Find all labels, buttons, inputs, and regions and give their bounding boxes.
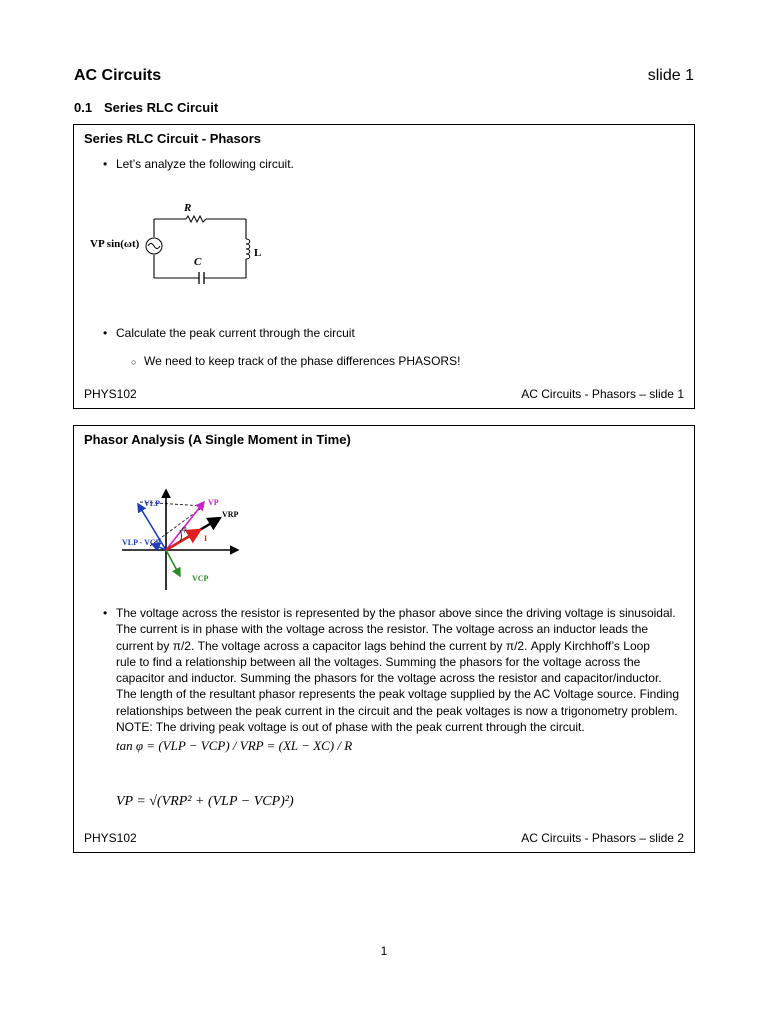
current-phasor <box>166 530 200 550</box>
current-label: I <box>204 534 208 543</box>
vp-label: VP <box>208 498 219 507</box>
sub-bullet-text: We need to keep track of the phase differences PHASORS! <box>144 354 461 368</box>
sub-bullet-circle: ○ <box>131 357 137 367</box>
body-line: relationships between the peak current in the circuit and the peak voltages is now a trigonometry problem. <box>116 703 678 718</box>
bullet-text: Let’s analyze the following circuit. <box>116 157 294 171</box>
slide-2-footer-left: PHYS102 <box>84 831 137 845</box>
source-label: VP sin(ωt) <box>90 238 140 250</box>
vlp-label: VLP <box>144 499 160 508</box>
phi-label: φ <box>182 524 187 533</box>
body-line: The voltage across the resistor is represented by the phasor above since the driving voltage is sinusoidal. <box>116 606 676 620</box>
slide-1-bullet-2 <box>103 325 355 341</box>
body-line: rule to find a relationship between all the voltages. Summing the phasors for the voltage across the <box>116 654 641 669</box>
slide-1-bullet-1 <box>103 156 294 172</box>
page-number: 1 <box>380 944 388 958</box>
vrp-label: VRP <box>222 510 239 519</box>
slide-2-title: Phasor Analysis (A Single Moment in Time) <box>84 432 351 447</box>
section-title: Series RLC Circuit <box>104 100 219 115</box>
body-line: The current is in phase with the voltage across the resistor. The voltage across an inductor leads the <box>116 622 649 637</box>
slide-2-footer-right: AC Circuits - Phasors – slide 2 <box>521 831 684 845</box>
body-line: The length of the resultant phasor represents the peak voltage supplied by the AC Voltage source. Finding <box>116 687 680 702</box>
peak-voltage-equation: VP = √(VRP² + (VLP − VCP)²) <box>116 794 294 809</box>
vcp-label: VCP <box>192 574 209 583</box>
resistor-label: R <box>184 202 192 214</box>
slide-2-frame <box>73 425 695 853</box>
tangent-equation: tan φ = (VLP − VCP) / VRP = (XL − XC) / R <box>116 738 353 753</box>
vcp-phasor <box>166 550 180 576</box>
inductor-label: L <box>254 247 262 259</box>
bullet-text: Calculate the peak current through the circuit <box>116 326 355 340</box>
slide-1-frame <box>73 124 695 409</box>
body-line: NOTE: The driving peak voltage is out of phase with the peak current through the circuit. <box>116 720 585 735</box>
section-number: 0.1 <box>74 100 93 115</box>
slide-1-footer-left: PHYS102 <box>84 387 137 401</box>
body-line: capacitor and inductor. Summing the phasors for the voltage across the resistor and capacitor/inductor. <box>116 671 662 686</box>
vlp-minus-vcp-label: VLP - VCP <box>122 538 161 547</box>
slide-label: slide 1 <box>647 67 694 84</box>
section-heading <box>74 100 218 115</box>
capacitor-label: C <box>194 256 202 268</box>
bullet-dot: • <box>103 606 108 620</box>
body-line: current by π/2. The voltage across a capacitor lags behind the current by π/2. Apply Kirchhoff’s Loop <box>116 638 650 653</box>
bullet-dot: • <box>103 157 108 171</box>
slide-1-sub-bullet <box>131 353 461 369</box>
slide-1-footer-right: AC Circuits - Phasors – slide 1 <box>521 387 684 401</box>
inductor-symbol <box>246 239 250 259</box>
resistor-symbol <box>186 216 206 222</box>
bullet-dot: • <box>103 326 108 340</box>
slide-2-bullet <box>103 605 696 735</box>
slide-1-title: Series RLC Circuit - Phasors <box>84 131 261 146</box>
document-title: AC Circuits <box>74 67 162 84</box>
